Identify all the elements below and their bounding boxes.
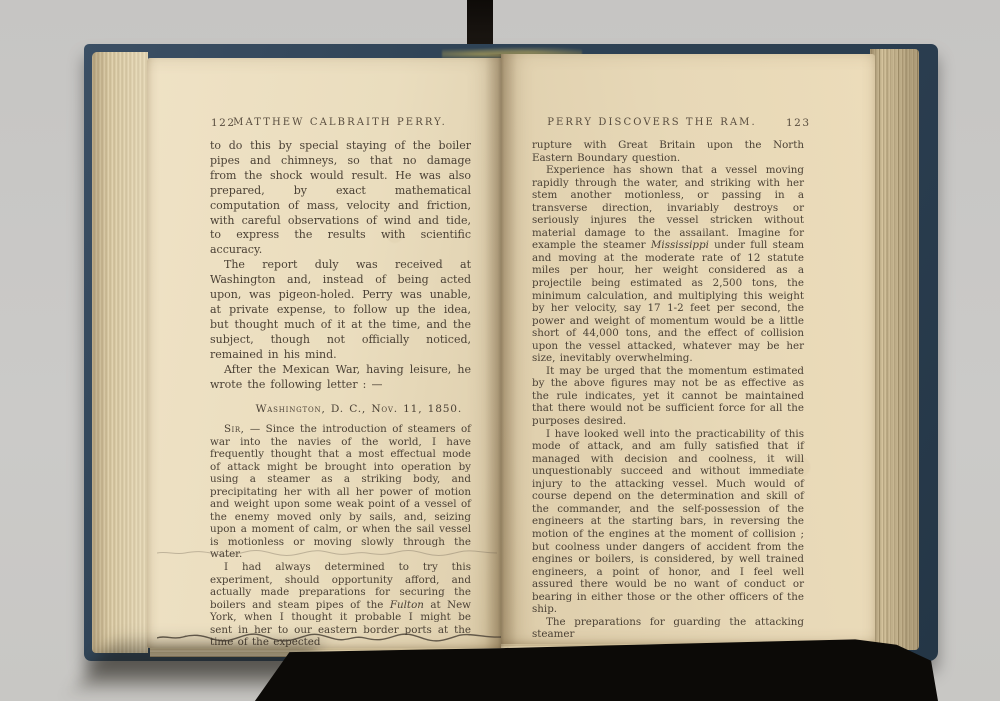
letter-text: — Since the introduction of steamers of war into the navies of the world, I have frequently thought that a most effectual mode of attack might be brought into operation by using a steamer as a striking body, and precipitating her with all her power of motion and weight upon some weak point of a vessel of the enemy moved only by sails, and, seizing upon a moment of calm, or when the sail vessel is motionless or moving slowly through the water.	[210, 422, 471, 561]
letter-paragraph	[210, 561, 471, 648]
letter-paragraph: It may be urged that the momentum estimated by the above figures may not be as effective as the rule indicates, yet it cannot be maintained that there would not be sufficient force for all the purposes desired.	[532, 364, 804, 428]
right-page-number: 123	[786, 117, 811, 129]
letter-salutation: Sir,	[224, 422, 245, 435]
right-page	[501, 54, 875, 644]
letter-text: at New York, when I thought it probable I might be sent in her to our eastern border ports at the time of the expected	[210, 598, 471, 648]
letter-paragraph	[532, 164, 804, 365]
paragraph: to do this by special staying of the boiler pipes and chimneys, so that no damage from the shock would result. He was also prepared, by exact mathematical computation of mass, velocity and friction, with careful observations of wind and tide, to express the results with scientific accuracy.	[210, 139, 471, 257]
right-running-header: PERRY DISCOVERS THE RAM.	[547, 117, 757, 128]
book-cover	[84, 44, 938, 661]
left-page-number: 122	[211, 117, 236, 129]
letter-paragraph: I have looked well into the practicability of this mode of attack, and am fully satisfied that if managed with decision and coolness, it will unquestionably succeed and without immediate injury to the attacking vessel. Much would of course depend on the determination and skill of the commander, and the self-possession of the engineers at the starting bars, in reversing the motion of the engines at the moment of collision ; but coolness under dangers of accident from the engines or boilers, is considered, by well trained engineers, a point of honor, and I feel well assured there would be no want of conduct or bearing in either those or the other officers of the ship.	[532, 427, 804, 616]
left-page	[147, 58, 501, 648]
letter-dateline: Washington, D. C., Nov. 11, 1850.	[255, 403, 462, 416]
ship-name-mississippi: Mississippi	[650, 239, 709, 252]
letter-text: under full steam and moving at the moderate rate of 12 statute miles per hour, her weight considered as a projectile being estimated as 2,500 tons, the minimum calculation, and multiplying this weight by her velocity, say 17 1-2 feet per second, the power and weight of momentum would be a little short of 44,000 tons, and the effect of collision upon the vessel attacked, whatever may be her size, inevitably overwhelming.	[532, 239, 804, 365]
right-page-text	[532, 139, 804, 641]
page-edges-left	[92, 52, 148, 653]
ship-name-fulton: Fulton	[389, 598, 424, 611]
letter-paragraph	[210, 423, 471, 561]
letter-text: I had always determined to try this experiment, should opportunity afford, and actually made preparations for securing the boilers and steam pipes of the	[210, 560, 471, 611]
paragraph: After the Mexican War, having leisure, he wrote the following letter : —	[210, 362, 471, 391]
page-edges-right	[870, 49, 919, 650]
letter-paragraph: The preparations for guarding the attacking steamer	[532, 615, 804, 641]
letter-text: Experience has shown that a vessel moving rapidly through the water, and striking with her stem another motionless, or passing in a transverse direction, invariably destroys or seriously injures the vessel stricken without material damage to the assailant. Imagine for example the steamer	[532, 164, 804, 252]
paragraph: The report duly was received at Washington and, instead of being acted upon, was pigeon-holed. Perry was unable, at private expense, to follow up the idea, but thought much of it at the time, and the subject, though not officially noticed, remained in his mind.	[210, 258, 471, 361]
left-page-text	[210, 139, 471, 648]
left-running-header: MATTHEW CALBRAITH PERRY.	[233, 117, 447, 128]
letter-paragraph: rupture with Great Britain upon the North Eastern Boundary question.	[532, 139, 804, 164]
